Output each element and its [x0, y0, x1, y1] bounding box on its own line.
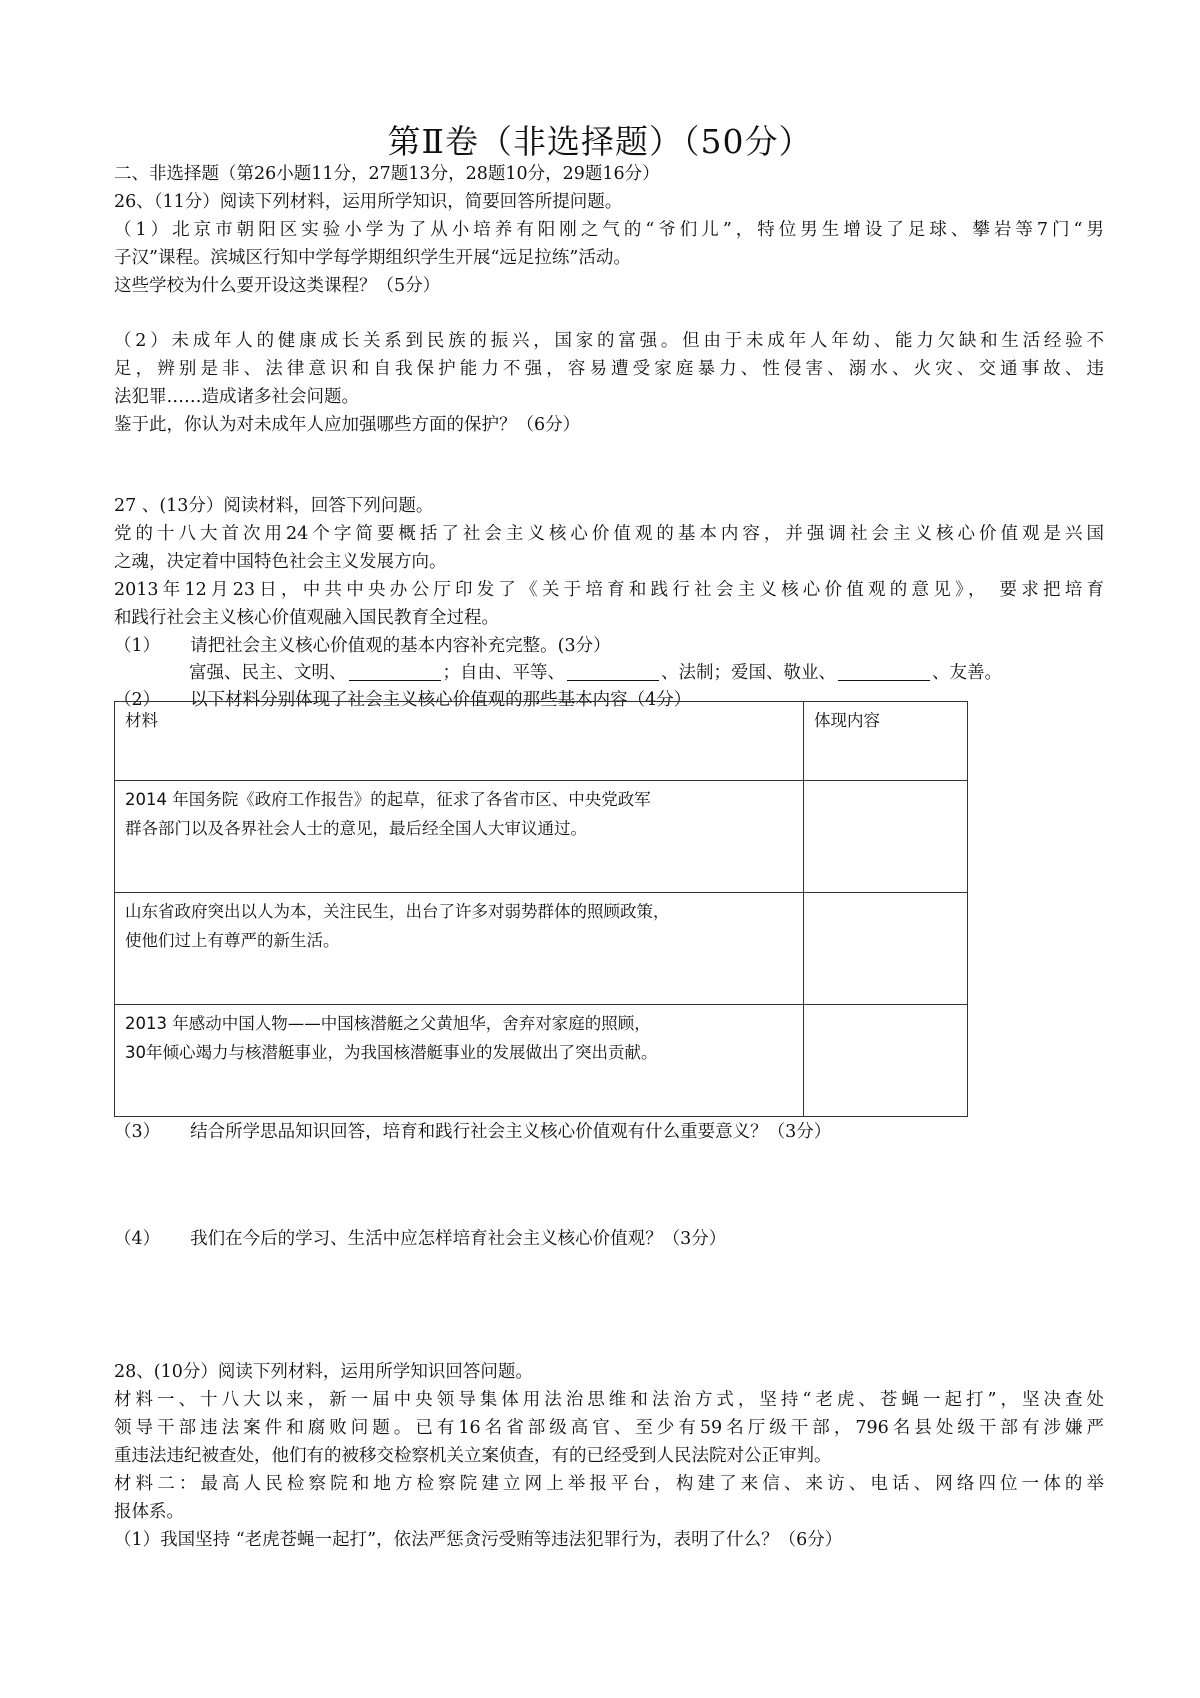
- fill-text-a: 富强、民主、文明、: [189, 663, 347, 683]
- answer-blank-2[interactable]: [567, 660, 659, 681]
- header-material: 材料: [115, 702, 804, 781]
- section-header: 二、非选择题（第26小题11分，27题13分，28题10分，29题16分）: [114, 164, 660, 184]
- q26-part2-line3: 法犯罪……造成诸多社会问题。: [114, 387, 359, 407]
- table-row: [115, 781, 968, 893]
- q26-stem: 26、（11分）阅读下列材料，运用所学知识，简要回答所提问题。: [114, 192, 623, 212]
- table-row: [115, 1005, 968, 1117]
- q28-stem: 28、(10分）阅读下列材料，运用所学知识回答问题。: [114, 1362, 533, 1382]
- q27-sub1-label: （1）: [114, 636, 161, 656]
- q27-material2-line1: 2013年12月23日，中共中央办公厅印发了《关于培育和践行社会主义核心价值观的意见》， 要求把培育: [114, 580, 1104, 600]
- q28-material1-line3: 重违法违纪被查处，他们有的被移交检察机关立案侦查，有的已经受到人民法院对公正审判。: [114, 1446, 832, 1466]
- q27-material2-line2: 和践行社会主义核心价值观融入国民教育全过程。: [114, 608, 499, 628]
- q27-sub4: [114, 1225, 726, 1253]
- q28-material1-line1: 材料一、十八大以来，新一届中央领导集体用法治思维和法治方式，坚持“老虎、苍蝇一起打”，坚决查处: [114, 1390, 1104, 1410]
- q27-fill-line: [189, 659, 1002, 687]
- q27-sub4-label: （4）: [114, 1229, 161, 1249]
- table-row: [115, 893, 968, 1005]
- q27-material1-line1: 党的十八大首次用24个字简要概括了社会主义核心价值观的基本内容，并强调社会主义核心价值观是兴国: [114, 524, 1104, 544]
- q28-sub1: （1）我国坚持 “老虎苍蝇一起打”，依法严惩贪污受贿等违法犯罪行为，表明了什么？（6分）: [114, 1530, 843, 1550]
- page-title: 第Ⅱ卷（非选择题）（50分）: [387, 122, 813, 161]
- material-cell: [115, 893, 804, 1005]
- q27-material1-line2: 之魂，决定着中国特色社会主义发展方向。: [114, 552, 447, 572]
- q27-sub1: [114, 632, 611, 660]
- material-line: 山东省政府突出以人为本，关注民生，出台了许多对弱势群体的照顾政策，: [125, 902, 670, 921]
- material-line: 2014 年国务院《政府工作报告》的起草，征求了各省市区、中央党政军: [125, 790, 651, 809]
- material-cell: [115, 1005, 804, 1117]
- q27-sub2-text: 以下材料分别体现了社会主义核心价值观的那些基本内容（4分）: [190, 690, 692, 710]
- q26-part2-line1: （2）未成年人的健康成长关系到民族的振兴，国家的富强。但由于未成年人年幼、能力欠缺和生活经验不: [114, 331, 1104, 351]
- answer-blank-3[interactable]: [838, 660, 930, 681]
- fill-text-b: ；自由、平等、: [442, 663, 565, 683]
- q26-part1-line2: 子汉”课程。滨城区行知中学每学期组织学生开展“远足拉练”活动。: [114, 248, 631, 268]
- material-cell: [115, 781, 804, 893]
- q27-sub1-text: 请把社会主义核心价值观的基本内容补充完整。(3分）: [190, 636, 611, 656]
- q26-part1-line1: （1）北京市朝阳区实验小学为了从小培养有阳刚之气的“爷们儿”，特位男生增设了足球、攀岩等7门“男: [114, 220, 1104, 240]
- fill-text-d: 、友善。: [932, 663, 1002, 683]
- q26-part1-question: 这些学校为什么要开设这类课程？（5分）: [114, 276, 441, 296]
- q28-material1-line2: 领导干部违法案件和腐败问题。已有16名省部级高官、至少有59名厅级干部，796名县处级干部有涉嫌严: [114, 1418, 1104, 1438]
- q27-stem: 27 、(13分）阅读材料，回答下列问题。: [114, 496, 434, 516]
- q27-sub3-label: （3）: [114, 1122, 161, 1142]
- q26-part2-line2: 足，辨别是非、法律意识和自我保护能力不强，容易遭受家庭暴力、性侵害、溺水、火灾、交通事故、违: [114, 359, 1104, 379]
- answer-blank-1[interactable]: [349, 660, 441, 681]
- q27-sub2-label: （2）: [114, 690, 161, 710]
- q27-sub4-text: 我们在今后的学习、生活中应怎样培育社会主义核心价值观？（3分）: [190, 1229, 727, 1249]
- q26-part2-question: 鉴于此，你认为对未成年人应加强哪些方面的保护？（6分）: [114, 415, 581, 435]
- material-line: 2013 年感动中国人物——中国核潜艇之父黄旭华，舍弃对家庭的照顾，: [125, 1014, 651, 1033]
- material-table: [114, 701, 968, 1117]
- q27-sub3: [114, 1118, 831, 1146]
- q28-material2-line2: 报体系。: [114, 1502, 184, 1522]
- answer-cell[interactable]: [804, 1005, 968, 1117]
- q27-sub3-text: 结合所学思品知识回答，培育和践行社会主义核心价值观有什么重要意义？（3分）: [190, 1122, 832, 1142]
- material-line: 群各部门以及各界社会人士的意见，最后经全国人大审议通过。: [125, 819, 587, 838]
- material-line: 使他们过上有尊严的新生活。: [125, 931, 340, 950]
- answer-cell[interactable]: [804, 893, 968, 1005]
- table-header-row: [115, 702, 968, 781]
- material-line: 30年倾心竭力与核潜艇事业，为我国核潜艇事业的发展做出了突出贡献。: [125, 1043, 658, 1062]
- header-content: 体现内容: [804, 702, 968, 781]
- answer-cell[interactable]: [804, 781, 968, 893]
- fill-text-c: 、法制；爱国、敬业、: [661, 663, 836, 683]
- q28-material2-line1: 材料二：最高人民检察院和地方检察院建立网上举报平台，构建了来信、来访、电话、网络四位一体的举: [114, 1474, 1104, 1494]
